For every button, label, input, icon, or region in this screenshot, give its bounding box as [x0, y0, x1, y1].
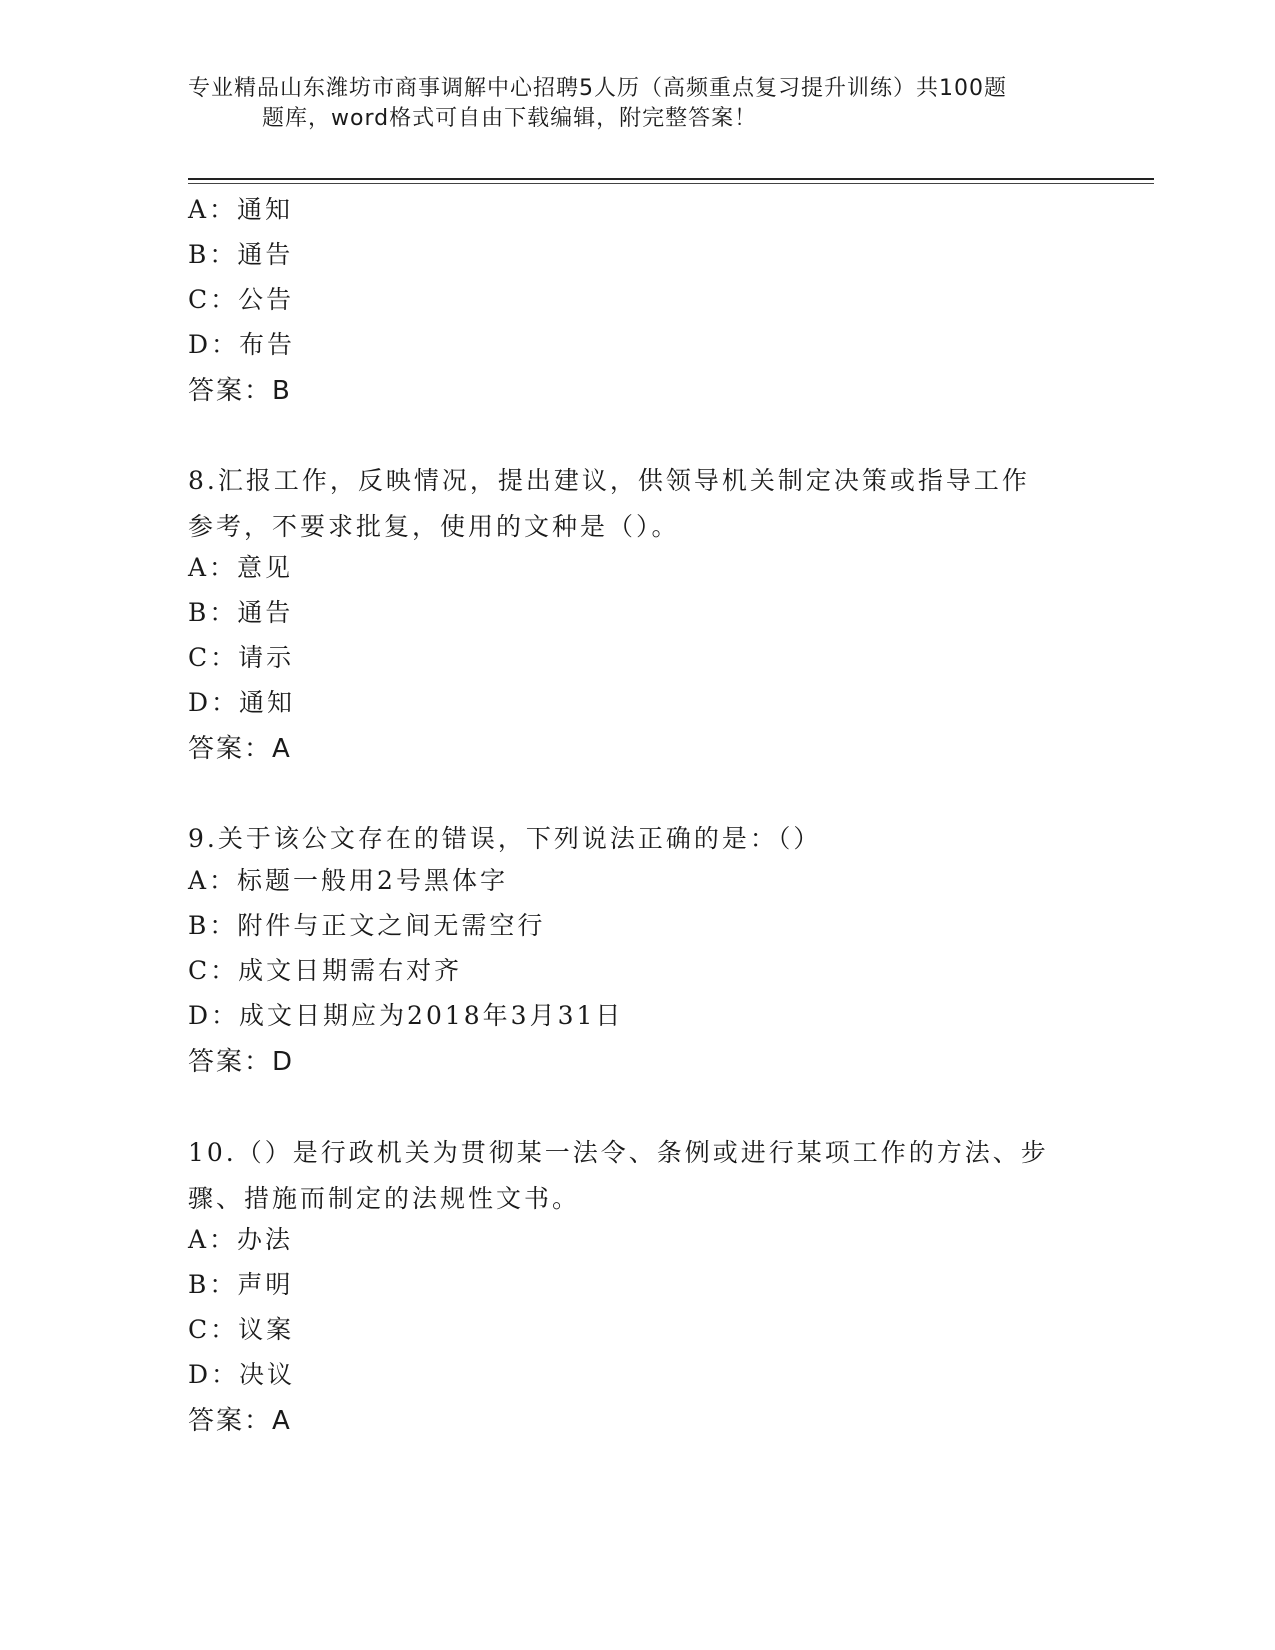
q9-option-c: C：成文日期需右对齐: [188, 956, 463, 985]
q7-option-a: A：通知: [188, 195, 294, 224]
header-divider-thick: [188, 178, 1154, 180]
q8-option-d: D：通知: [188, 688, 296, 717]
q8-option-b: B：通告: [188, 598, 294, 627]
q10-option-b: B：声明: [188, 1270, 294, 1299]
q10-option-a: A：办法: [188, 1225, 294, 1254]
q7-option-b: B：通告: [188, 240, 294, 269]
q9-option-d: D：成文日期应为2018年3月31日: [188, 1001, 624, 1030]
header-divider-thin: [188, 183, 1154, 184]
q10-answer: 答案：A: [188, 1406, 292, 1436]
q8-option-c: C：请示: [188, 643, 295, 672]
q10-question-line-2: 骤、措施而制定的法规性文书。: [188, 1184, 581, 1213]
q8-answer: 答案：A: [188, 734, 292, 764]
q9-option-a: A：标题一般用2号黑体字: [188, 866, 508, 895]
q8-question-line-2: 参考，不要求批复，使用的文种是（）。: [188, 512, 680, 541]
document-header: [188, 74, 1088, 134]
q8-option-a: A：意见: [188, 553, 294, 582]
q9-answer: 答案：D: [188, 1047, 295, 1077]
q7-option-d: D：布告: [188, 330, 296, 359]
document-title-line-2: 题库，word格式可自由下载编辑，附完整答案！: [262, 106, 758, 131]
q10-option-c: C：议案: [188, 1315, 295, 1344]
q9-question: [188, 816, 1088, 862]
q8-question-line-1: 8.汇报工作，反映情况，提出建议，供领导机关制定决策或指导工作: [188, 466, 1030, 495]
q7-option-c: C：公告: [188, 285, 295, 314]
q8-question: [188, 458, 1088, 550]
q10-question-line-1: 10.（）是行政机关为贯彻某一法令、条例或进行某项工作的方法、步: [188, 1138, 1049, 1167]
q10-option-d: D：决议: [188, 1360, 296, 1389]
q9-question-line-1: 9.关于该公文存在的错误，下列说法正确的是：（）: [188, 824, 822, 853]
document-title-line-1: 专业精品山东潍坊市商事调解中心招聘5人历（高频重点复习提升训练）共100题: [188, 76, 1007, 101]
q7-answer: 答案：B: [188, 376, 292, 406]
q9-option-b: B：附件与正文之间无需空行: [188, 911, 546, 940]
q10-question: [188, 1130, 1088, 1222]
